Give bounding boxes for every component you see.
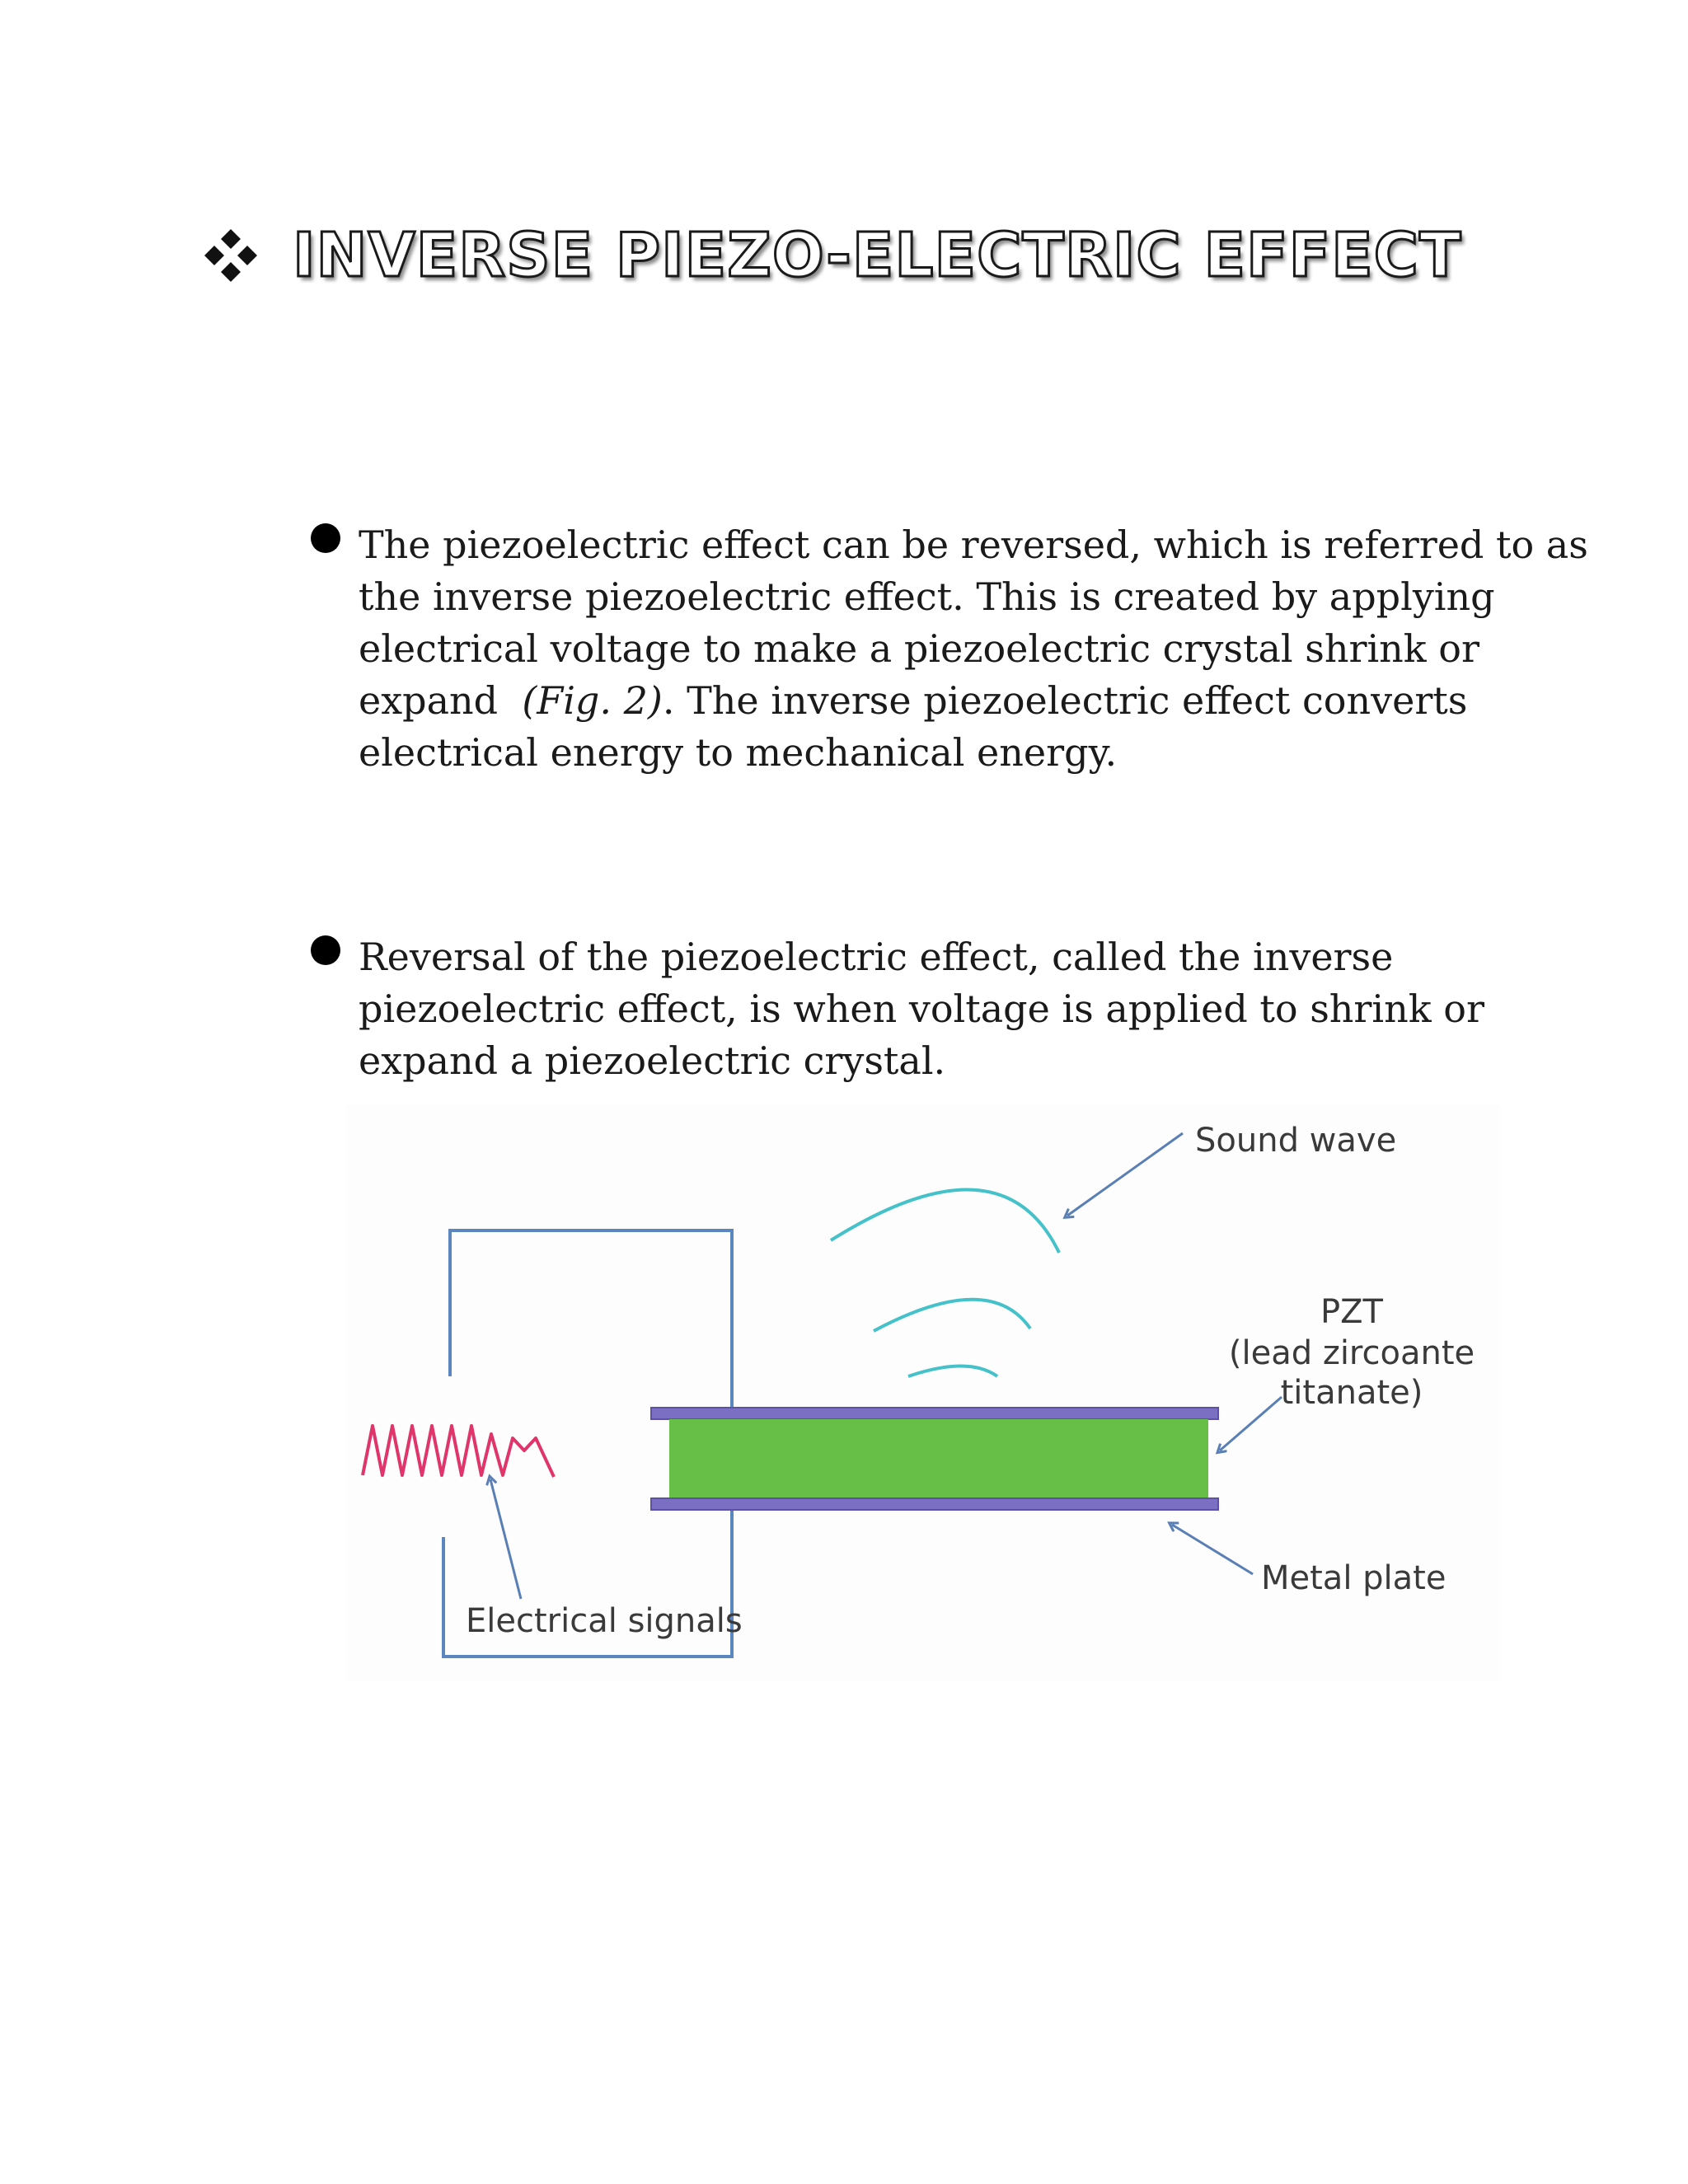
paragraph-line: Reversal of the piezoelectric effect, called the inverse bbox=[359, 935, 1394, 979]
paragraph-line: expand a piezoelectric crystal. bbox=[359, 1038, 946, 1083]
four-diamond-icon bbox=[202, 227, 260, 284]
paragraph-line-with-ref bbox=[359, 675, 1545, 727]
top-metal-plate bbox=[651, 1408, 1218, 1419]
paragraph-text: . The inverse piezoelectric effect converts bbox=[662, 678, 1468, 723]
sound-wave-arc bbox=[908, 1366, 997, 1377]
paragraph-text: expand bbox=[359, 678, 499, 723]
label-pzt: PZT bbox=[1320, 1293, 1383, 1331]
bullet-paragraph-1 bbox=[359, 519, 1588, 779]
pzt-arrow bbox=[1220, 1397, 1282, 1451]
electrical-signal-wave bbox=[363, 1426, 554, 1477]
label-pzt-desc: (lead zircoante bbox=[1228, 1334, 1475, 1372]
figure-reference: (Fig. 2) bbox=[522, 678, 663, 723]
bullet-dot-icon bbox=[311, 935, 340, 965]
pzt-crystal bbox=[669, 1419, 1208, 1498]
label-sound-wave: Sound wave bbox=[1195, 1122, 1397, 1160]
bullet-paragraph-2 bbox=[359, 931, 1545, 1087]
sound-wave-arc bbox=[874, 1300, 1030, 1331]
metal-plate-arrow bbox=[1172, 1525, 1253, 1574]
label-pzt-desc: titanate) bbox=[1280, 1374, 1423, 1412]
section-heading bbox=[202, 210, 1461, 301]
sound-wave-arrow bbox=[1067, 1133, 1183, 1216]
label-electrical-signals: Electrical signals bbox=[466, 1602, 743, 1640]
heading-title: INVERSE PIEZO-ELECTRIC EFFECT bbox=[293, 220, 1462, 291]
circuit-wire bbox=[450, 1230, 732, 1413]
inverse-piezo-diagram bbox=[346, 1104, 1500, 1681]
sound-wave-arc bbox=[831, 1190, 1059, 1253]
label-metal-plate: Metal plate bbox=[1261, 1559, 1447, 1597]
bottom-metal-plate bbox=[651, 1498, 1218, 1510]
paragraph-line: electrical energy to mechanical energy. bbox=[359, 730, 1118, 775]
paragraph-line: electrical voltage to make a piezoelectric crystal shrink or bbox=[359, 626, 1479, 671]
electrical-signals-arrow bbox=[490, 1479, 521, 1599]
paragraph-line: The piezoelectric effect can be reversed, which is referred to as bbox=[359, 523, 1588, 567]
bullet-dot-icon bbox=[311, 523, 340, 553]
paragraph-line: piezoelectric effect, is when voltage is applied to shrink or bbox=[359, 987, 1484, 1031]
paragraph-line: the inverse piezoelectric effect. This is created by applying bbox=[359, 574, 1495, 619]
